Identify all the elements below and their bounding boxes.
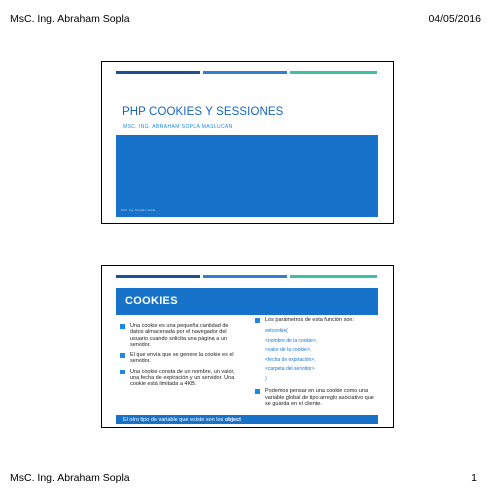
bottom-note: [123, 417, 241, 423]
list-item: [120, 323, 235, 348]
bullet-square-icon: [120, 324, 125, 329]
bullet-square-icon: [255, 318, 260, 323]
accent-bar-mid: [203, 71, 287, 74]
code-line: ): [265, 375, 267, 382]
list-item: [255, 317, 377, 323]
accent-bar-mid: [203, 275, 287, 278]
code-line: setcookie(: [265, 328, 288, 335]
accent-bar-dark: [116, 71, 200, 74]
code-line: <carpeta del servidor>: [265, 366, 315, 373]
bottom-note-bold: object: [224, 416, 242, 423]
page-header-author: MsC. Ing. Abraham Sopla: [10, 13, 130, 25]
accent-bar-teal: [290, 275, 377, 278]
accent-bar-teal: [290, 71, 377, 74]
accent-bars: [116, 275, 377, 278]
code-line: <fecha de expiración>,: [265, 356, 316, 363]
slide-1-footer-note: MsC. Ing. Abraham Sopla: [121, 208, 156, 212]
slide-1-title: PHP COOKIES Y SESSIONES: [122, 106, 284, 118]
bullet-square-icon: [255, 389, 260, 394]
list-item: [120, 352, 235, 365]
bullet-text: Una cookie consta de un nombre, un valor, una fecha de expiración y un servidor. Una cookie está limitada a 4KB.: [130, 368, 235, 388]
bullet-text: Los parámetros de esta función son:: [265, 317, 354, 323]
bullet-text: Podemos pensar en una cookie como una variable global de tipo arreglo asociativo que se guarda en el cliente.: [265, 388, 374, 407]
accent-bar-dark: [116, 275, 200, 278]
right-column: [255, 317, 377, 411]
bottom-note-text: El otro tipo de variable que existe son los: [123, 416, 224, 423]
slide-1-blue-block: [116, 135, 378, 217]
bullet-square-icon: [120, 353, 125, 358]
list-item: [255, 388, 377, 407]
slide-2-bottom-band: [116, 415, 378, 424]
list-item: [120, 369, 235, 388]
page-footer-author: MsC. Ing. Abraham Sopla: [10, 472, 130, 484]
slide-1: [101, 61, 394, 224]
bullet-square-icon: [120, 370, 125, 375]
page-number: 1: [471, 472, 477, 484]
slide-2: [101, 265, 394, 428]
bullet-text: Una cookie es una pequeña cantidad de datos almacenada por el navegador del usuario cuando solicita una página a un servidor.: [130, 323, 229, 348]
bullet-text: El que envía que se genere la cookie es el servidor.: [130, 352, 234, 365]
left-column: [120, 323, 235, 392]
setcookie-code: [265, 327, 377, 384]
page-header-date: 04/05/2016: [428, 13, 481, 25]
code-line: <valor de la cookie>,: [265, 347, 312, 354]
accent-bars: [116, 71, 377, 74]
slide-1-subtitle: MSC. ING. ABRAHAM SOPLA MASLUCAN: [123, 124, 233, 130]
code-line: <nombre de la cookie>,: [265, 337, 318, 344]
slide-2-title-band: [116, 288, 378, 315]
slide-2-title: COOKIES: [125, 295, 178, 307]
